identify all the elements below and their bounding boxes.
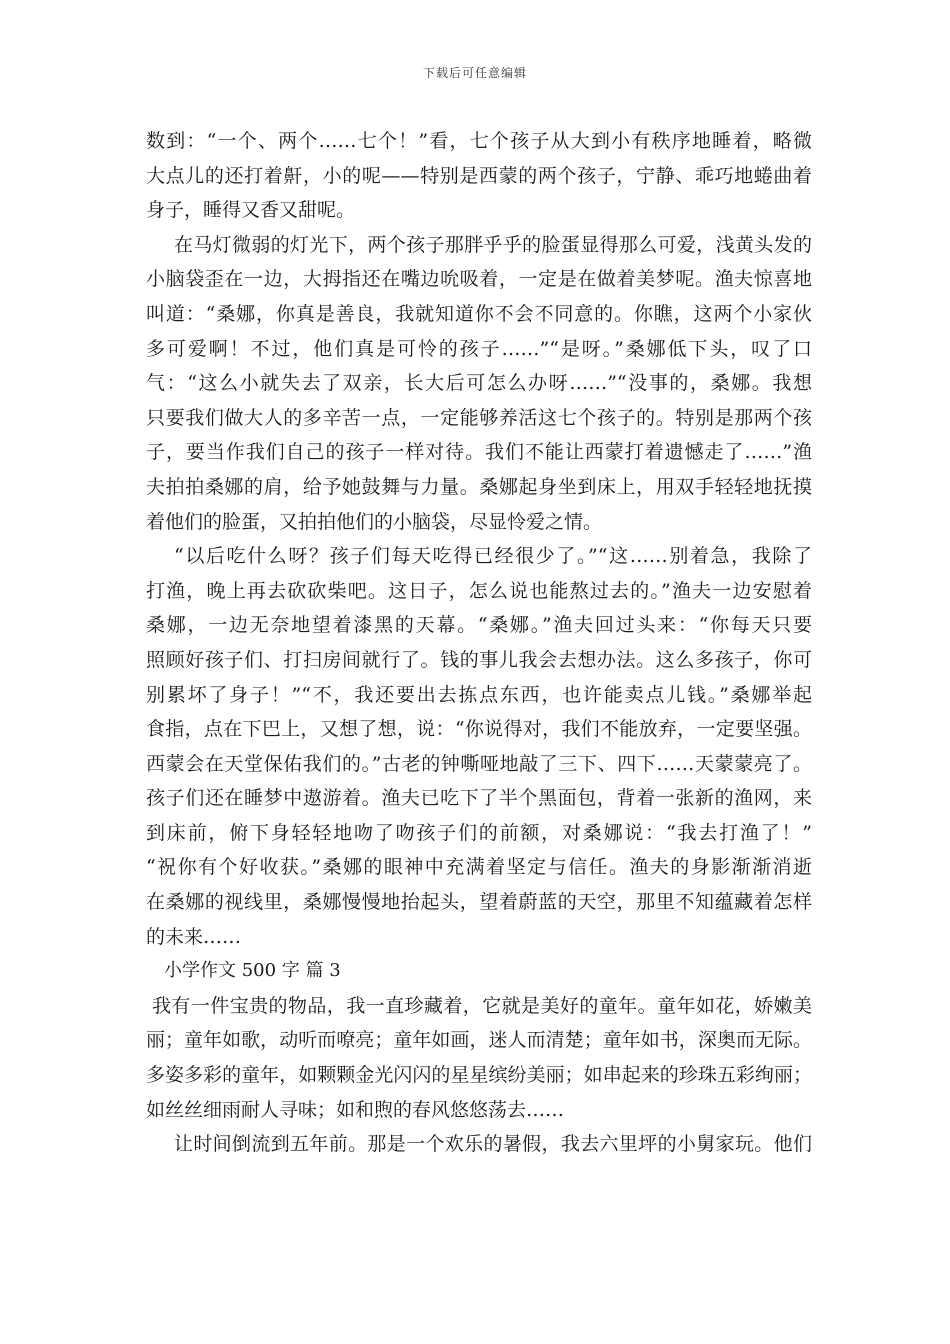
- text-line: 如丝丝细雨耐人寻味；如和煦的春风悠悠荡去……: [146, 1098, 565, 1121]
- text-line: 的未来……: [146, 925, 242, 948]
- text-line: 打渔，晚上再去砍砍柴吧。这日子，怎么说也能熬过去的。”渔夫一边安慰着: [146, 579, 812, 602]
- text-line: 在马灯微弱的灯光下，两个孩子那胖乎乎的脸蛋显得那么可爱，浅黄头发的: [174, 233, 812, 256]
- page-header: 下载后可任意编辑: [422, 66, 527, 80]
- text-line: 到床前，俯下身轻轻地吻了吻孩子们的前额，对桑娜说：“我去打渔了！”: [146, 821, 812, 844]
- text-line: 多可爱啊！不过，他们真是可怜的孩子……”“是呀。”桑娜低下头，叹了口: [146, 337, 812, 360]
- text-line: 数到：“一个、两个……七个！”看，七个孩子从大到小有秩序地睡着，略微: [146, 130, 812, 152]
- text-line: 子，要当作我们自己的孩子一样对待。我们不能让西蒙打着遗憾走了……”渔: [146, 441, 812, 464]
- text-line: 西蒙会在天堂保佑我们的。”古老的钟嘶哑地敲了三下、四下……天蒙蒙亮了。: [146, 752, 812, 775]
- text-line: “以后吃什么呀？孩子们每天吃得已经很少了。”“这……别着急，我除了: [174, 545, 812, 568]
- text-line: 别累坏了身子！”“不，我还要出去拣点东西，也许能卖点儿钱。”桑娜举起: [146, 683, 812, 706]
- text-line: “祝你有个好收获。”桑娜的眼神中充满着坚定与信任。渔夫的身影渐渐消逝: [146, 856, 812, 879]
- text-line: 叫道：“桑娜，你真是善良，我就知道你不会不同意的。你瞧，这两个小家伙: [146, 302, 812, 325]
- text-line: 着他们的脸蛋，又拍拍他们的小脑袋，尽显怜爱之情。: [146, 510, 603, 533]
- text-line: 身子，睡得又香又甜呢。: [146, 199, 356, 222]
- text-line: 照顾好孩子们、打扫房间就行了。钱的事儿我会去想办法。这么多孩子，你可: [146, 648, 812, 671]
- text-line: 孩子们还在睡梦中遨游着。渔夫已吃下了半个黑面包，背着一张新的渔网，来: [146, 787, 812, 810]
- text-line: 在桑娜的视线里，桑娜慢慢地抬起头，望着蔚蓝的天空，那里不知蕴藏着怎样: [146, 891, 812, 914]
- text-line: 小脑袋歪在一边，大拇指还在嘴边吮吸着，一定是在做着美梦呢。渔夫惊喜地: [146, 268, 812, 291]
- text-line: 大点儿的还打着鼾，小的呢——特别是西蒙的两个孩子，宁静、乖巧地蜷曲着: [146, 164, 812, 187]
- text-line: 只要我们做大人的多辛苦一点，一定能够养活这七个孩子的。特别是那两个孩: [146, 406, 812, 429]
- section-heading: 小学作文 500 字 篇 3: [164, 960, 341, 982]
- text-line: 桑娜，一边无奈地望着漆黑的天幕。“桑娜。”渔夫回过头来：“你每天只要: [146, 614, 812, 637]
- text-line: 我有一件宝贵的物品，我一直珍藏着，它就是美好的童年。童年如花，娇嫩美: [152, 994, 812, 1017]
- document-body: [146, 124, 812, 1162]
- text-line: 让时间倒流到五年前。那是一个欢乐的暑假，我去六里坪的小舅家玩。他们: [174, 1133, 812, 1156]
- text-line: 多姿多彩的童年，如颗颗金光闪闪的星星缤纷美丽；如串起来的珍珠五彩绚丽；: [146, 1064, 812, 1087]
- text-line: 食指，点在下巴上，又想了想，说：“你说得对，我们不能放弃，一定要坚强。: [146, 718, 812, 741]
- text-line: 气：“这么小就失去了双亲，长大后可怎么办呀……”“没事的，桑娜。我想: [146, 372, 812, 395]
- text-line: 夫拍拍桑娜的肩，给予她鼓舞与力量。桑娜起身坐到床上，用双手轻轻地抚摸: [146, 475, 812, 498]
- text-line: 丽；童年如歌，动听而嘹亮；童年如画，迷人而清楚；童年如书，深奥而无际。: [146, 1029, 812, 1052]
